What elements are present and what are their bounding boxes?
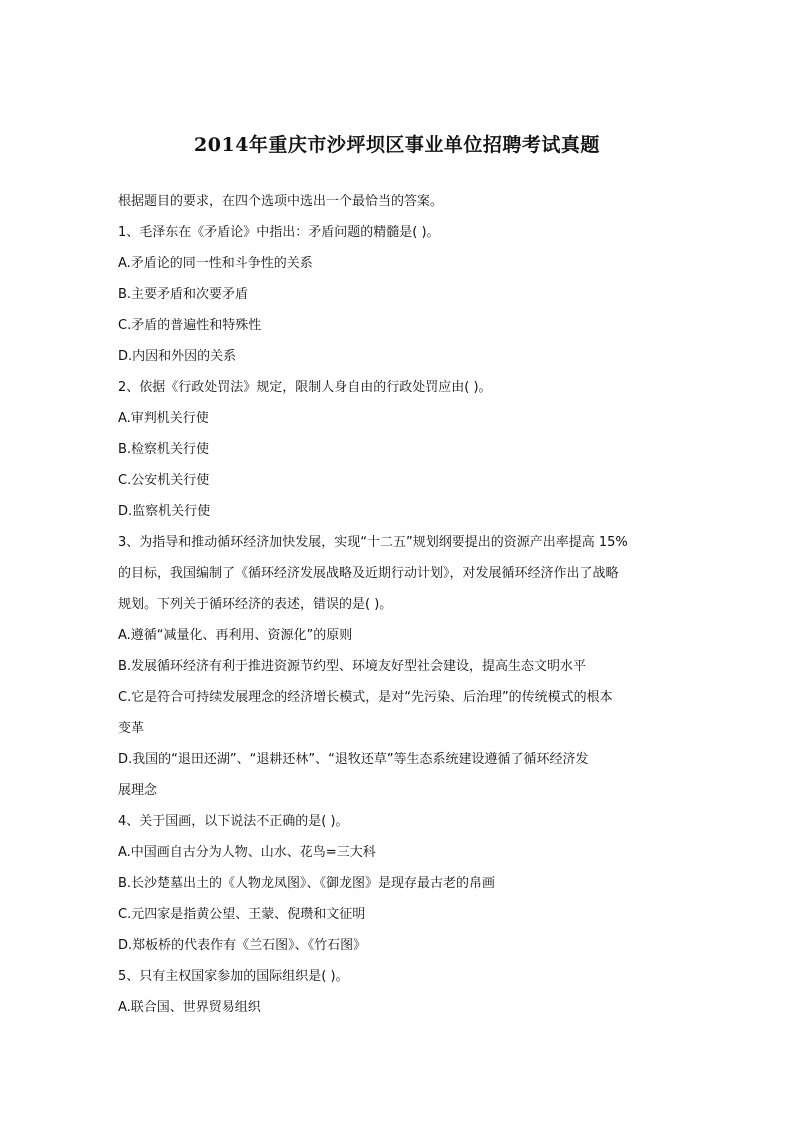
question-1-option-d: D.内因和外因的关系	[118, 349, 237, 364]
question-2-option-c: C.公安机关行使	[118, 473, 210, 488]
question-3-stem-line-3: 规划。下列关于循环经济的表述，错误的是( )。	[118, 597, 393, 612]
question-2-option-a: A.审判机关行使	[118, 411, 209, 426]
question-3-option-c-line-1: C.它是符合可持续发展理念的经济增长模式，是对“先污染、后治理”的传统模式的根本	[118, 690, 613, 705]
question-5-stem: 5、只有主权国家参加的国际组织是( )。	[118, 969, 349, 984]
question-3-option-c-line-2: 变革	[118, 721, 145, 736]
question-3-stem-line-2: 的目标，我国编制了《循环经济发展战略及近期行动计划》，对发展循环经济作出了战略	[118, 566, 619, 581]
document-body	[118, 186, 678, 1023]
question-2-stem: 2、依据《行政处罚法》规定，限制人身自由的行政处罚应由( )。	[118, 380, 492, 395]
question-4-option-a: A.中国画自古分为人物、山水、花鸟=三大科	[118, 845, 376, 860]
question-3-stem-line-1: 3、为指导和推动循环经济加快发展，实现“十二五”规划纲要提出的资源产出率提高 15%	[118, 535, 628, 550]
question-4-stem: 4、关于国画，以下说法不正确的是( )。	[118, 814, 349, 829]
question-3-option-d-line-1: D.我国的“退田还湖”、“退耕还林”、“退牧还草”等生态系统建设遵循了循环经济发	[118, 752, 589, 767]
question-3-option-d-line-2: 展理念	[118, 783, 158, 798]
question-1-stem: 1、毛泽东在《矛盾论》中指出：矛盾问题的精髓是( )。	[118, 225, 440, 240]
question-3-option-a: A.遵循“减量化、再利用、资源化”的原则	[118, 628, 353, 643]
question-2-option-b: B.检察机关行使	[118, 442, 210, 457]
question-1-option-c: C.矛盾的普遍性和特殊性	[118, 318, 262, 333]
instruction-text: 根据题目的要求，在四个选项中选出一个最恰当的答案。	[118, 194, 444, 209]
question-5-option-a: A.联合国、世界贸易组织	[118, 1000, 261, 1015]
question-4-option-d: D.郑板桥的代表作有《兰石图》、《竹石图》	[118, 938, 367, 953]
question-1-option-a: A.矛盾论的同一性和斗争性的关系	[118, 256, 313, 271]
question-4-option-c: C.元四家是指黄公望、王蒙、倪瓒和文征明	[118, 907, 366, 922]
question-3-option-b: B.发展循环经济有利于推进资源节约型、环境友好型社会建设，提高生态文明水平	[118, 659, 587, 674]
question-2-option-d: D.监察机关行使	[118, 504, 211, 519]
question-4-option-b: B.长沙楚墓出土的《人物龙凤图》、《御龙图》是现存最古老的帛画	[118, 876, 496, 891]
document-title: 2014年重庆市沙坪坝区事业单位招聘考试真题	[194, 134, 600, 156]
question-1-option-b: B.主要矛盾和次要矛盾	[118, 287, 249, 302]
